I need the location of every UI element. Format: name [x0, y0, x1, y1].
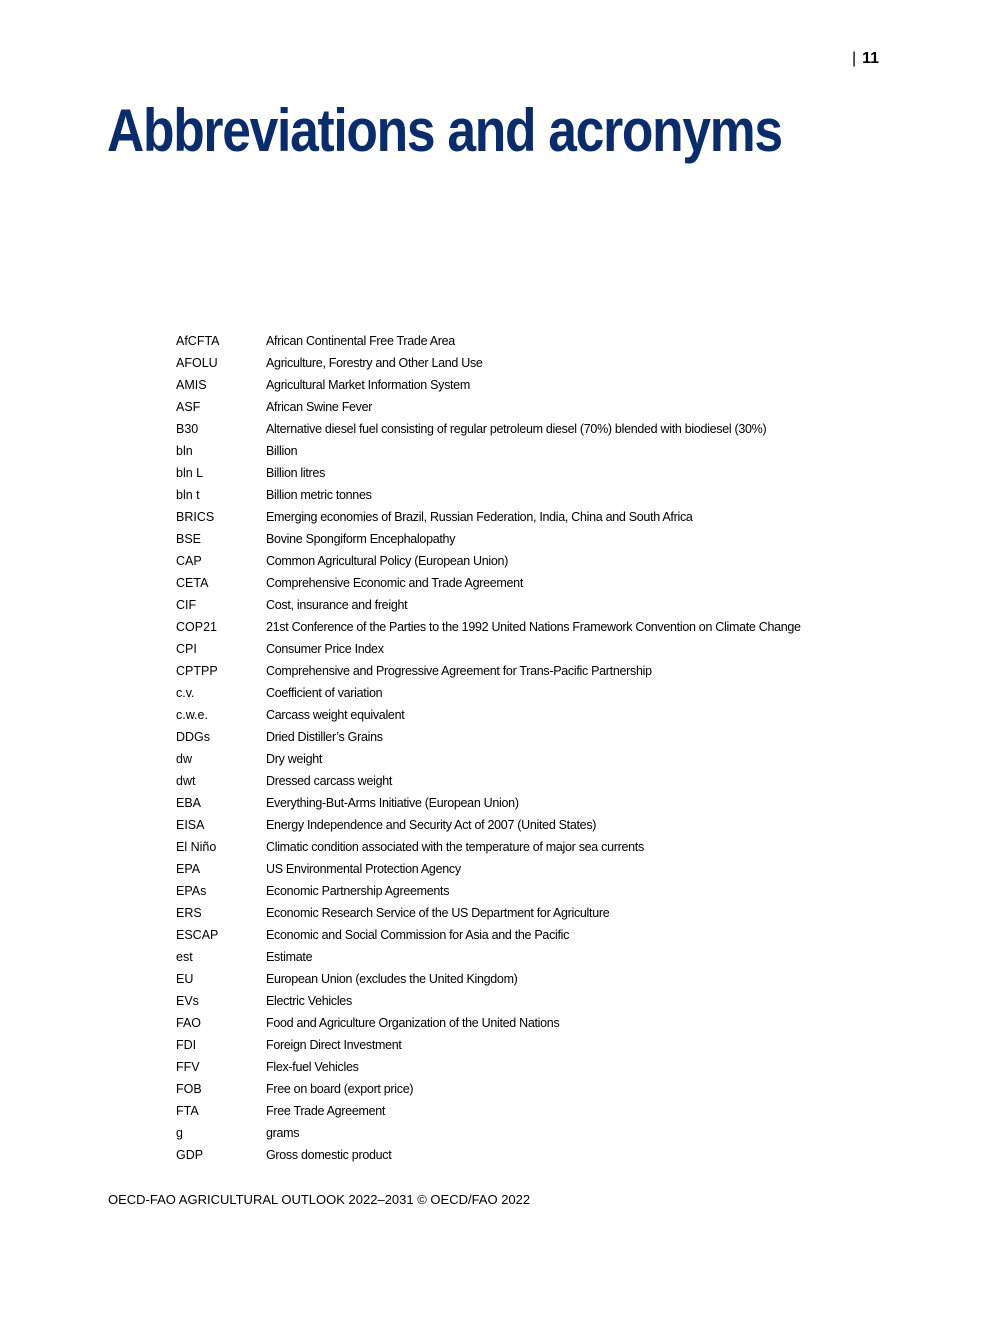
abbreviation-row — [176, 506, 876, 528]
abbreviation-term: bln t — [176, 488, 200, 502]
abbreviation-row — [176, 1012, 876, 1034]
abbreviation-definition: Bovine Spongiform Encephalopathy — [266, 532, 456, 546]
abbreviation-term: EVs — [176, 994, 199, 1008]
abbreviation-row — [176, 462, 876, 484]
abbreviation-term: EU — [176, 972, 194, 986]
abbreviation-row — [176, 770, 876, 792]
abbreviation-row — [176, 330, 876, 352]
abbreviation-row — [176, 968, 876, 990]
abbreviation-row — [176, 572, 876, 594]
abbreviation-definition: Everything-But-Arms Initiative (European Union) — [266, 796, 519, 810]
abbreviation-definition: Food and Agriculture Organization of the United Nations — [266, 1016, 560, 1030]
abbreviation-row — [176, 550, 876, 572]
abbreviation-term: FOB — [176, 1082, 202, 1096]
abbreviation-row — [176, 748, 876, 770]
abbreviation-definition: Dry weight — [266, 752, 323, 766]
page-number — [852, 49, 879, 69]
abbreviation-definition: Billion — [266, 444, 298, 458]
abbreviation-term: ESCAP — [176, 928, 219, 942]
abbreviation-term: El Niño — [176, 840, 217, 854]
page-number-separator: | — [852, 50, 857, 67]
abbreviation-row — [176, 946, 876, 968]
abbreviation-definition: Climatic condition associated with the temperature of major sea currents — [266, 840, 644, 854]
abbreviation-term: CETA — [176, 576, 209, 590]
abbreviation-definition: Gross domestic product — [266, 1148, 392, 1162]
abbreviation-list — [176, 330, 876, 1166]
abbreviation-term: CAP — [176, 554, 202, 568]
page-footer: OECD-FAO AGRICULTURAL OUTLOOK 2022–2031 © OECD/FAO 2022 — [108, 1192, 531, 1207]
abbreviation-definition: Energy Independence and Security Act of 2007 (United States) — [266, 818, 597, 832]
abbreviation-term: FTA — [176, 1104, 199, 1118]
abbreviation-definition: Electric Vehicles — [266, 994, 352, 1008]
abbreviation-term: CPTPP — [176, 664, 218, 678]
abbreviation-term: FFV — [176, 1060, 200, 1074]
abbreviation-definition: African Swine Fever — [266, 400, 373, 414]
abbreviation-row — [176, 1078, 876, 1100]
abbreviation-term: bln — [176, 444, 193, 458]
abbreviation-definition: European Union (excludes the United Kingdom) — [266, 972, 518, 986]
abbreviation-definition: Economic Research Service of the US Department for Agriculture — [266, 906, 610, 920]
abbreviation-row — [176, 396, 876, 418]
abbreviation-definition: Dried Distiller’s Grains — [266, 730, 383, 744]
abbreviation-definition: Comprehensive and Progressive Agreement for Trans-Pacific Partnership — [266, 664, 652, 678]
abbreviation-definition: Economic Partnership Agreements — [266, 884, 450, 898]
abbreviation-definition: Flex-fuel Vehicles — [266, 1060, 359, 1074]
abbreviation-row — [176, 484, 876, 506]
page-number-value: 11 — [862, 50, 880, 67]
abbreviation-row — [176, 440, 876, 462]
abbreviation-term: BSE — [176, 532, 202, 546]
abbreviation-row — [176, 858, 876, 880]
abbreviation-row — [176, 1100, 876, 1122]
abbreviation-term: EPA — [176, 862, 201, 876]
abbreviation-term: DDGs — [176, 730, 211, 744]
abbreviation-row — [176, 682, 876, 704]
abbreviation-definition: Cost, insurance and freight — [266, 598, 408, 612]
abbreviation-row — [176, 616, 876, 638]
abbreviation-term: AFOLU — [176, 356, 218, 370]
abbreviation-row — [176, 814, 876, 836]
abbreviation-term: FAO — [176, 1016, 202, 1030]
abbreviation-row — [176, 1122, 876, 1144]
abbreviation-definition: Foreign Direct Investment — [266, 1038, 402, 1052]
abbreviation-term: CPI — [176, 642, 197, 656]
page-title: Abbreviations and acronyms — [107, 97, 782, 164]
abbreviation-definition: Billion litres — [266, 466, 326, 480]
abbreviation-term: B30 — [176, 422, 199, 436]
abbreviation-term: dwt — [176, 774, 196, 788]
abbreviation-definition: Estimate — [266, 950, 313, 964]
abbreviation-row — [176, 638, 876, 660]
abbreviation-term: est — [176, 950, 193, 964]
abbreviation-row — [176, 660, 876, 682]
abbreviation-row — [176, 1144, 876, 1166]
abbreviation-row — [176, 880, 876, 902]
abbreviation-row — [176, 990, 876, 1012]
abbreviation-definition: grams — [266, 1126, 300, 1140]
abbreviation-definition: US Environmental Protection Agency — [266, 862, 461, 876]
abbreviation-definition: Agricultural Market Information System — [266, 378, 470, 392]
abbreviation-term: c.w.e. — [176, 708, 208, 722]
abbreviation-definition: Carcass weight equivalent — [266, 708, 405, 722]
abbreviation-term: EISA — [176, 818, 205, 832]
abbreviation-row — [176, 374, 876, 396]
abbreviation-row — [176, 704, 876, 726]
abbreviation-definition: Billion metric tonnes — [266, 488, 372, 502]
abbreviation-term: FDI — [176, 1038, 197, 1052]
abbreviation-term: dw — [176, 752, 192, 766]
abbreviation-definition: Emerging economies of Brazil, Russian Federation, India, China and South Africa — [266, 510, 693, 524]
abbreviation-term: AMIS — [176, 378, 207, 392]
abbreviation-row — [176, 352, 876, 374]
abbreviation-row — [176, 528, 876, 550]
abbreviation-definition: Coefficient of variation — [266, 686, 383, 700]
abbreviation-term: bln L — [176, 466, 204, 480]
abbreviation-definition: Common Agricultural Policy (European Union) — [266, 554, 509, 568]
abbreviation-definition: Consumer Price Index — [266, 642, 384, 656]
abbreviation-row — [176, 924, 876, 946]
abbreviation-row — [176, 1034, 876, 1056]
abbreviation-definition: Dressed carcass weight — [266, 774, 393, 788]
abbreviation-definition: Agriculture, Forestry and Other Land Use — [266, 356, 483, 370]
abbreviation-term: GDP — [176, 1148, 204, 1162]
abbreviation-definition: Free on board (export price) — [266, 1082, 414, 1096]
abbreviation-definition: Economic and Social Commission for Asia and the Pacific — [266, 928, 570, 942]
abbreviation-term: COP21 — [176, 620, 217, 634]
abbreviation-term: BRICS — [176, 510, 215, 524]
abbreviation-definition: Alternative diesel fuel consisting of regular petroleum diesel (70%) blended with biodiesel (30%) — [266, 422, 767, 436]
abbreviation-definition: African Continental Free Trade Area — [266, 334, 455, 348]
abbreviation-term: AfCFTA — [176, 334, 220, 348]
abbreviation-term: g — [176, 1126, 183, 1140]
abbreviation-term: EBA — [176, 796, 202, 810]
abbreviation-row — [176, 836, 876, 858]
abbreviation-row — [176, 418, 876, 440]
abbreviation-row — [176, 726, 876, 748]
abbreviation-term: ERS — [176, 906, 202, 920]
abbreviation-row — [176, 792, 876, 814]
abbreviation-definition: Free Trade Agreement — [266, 1104, 386, 1118]
abbreviation-definition: 21st Conference of the Parties to the 1992 United Nations Framework Convention on Climate Change — [266, 620, 801, 634]
abbreviation-row — [176, 594, 876, 616]
abbreviation-term: CIF — [176, 598, 197, 612]
abbreviation-term: ASF — [176, 400, 201, 414]
abbreviation-definition: Comprehensive Economic and Trade Agreement — [266, 576, 523, 590]
abbreviation-row — [176, 902, 876, 924]
abbreviation-term: c.v. — [176, 686, 195, 700]
abbreviation-row — [176, 1056, 876, 1078]
abbreviation-term: EPAs — [176, 884, 207, 898]
